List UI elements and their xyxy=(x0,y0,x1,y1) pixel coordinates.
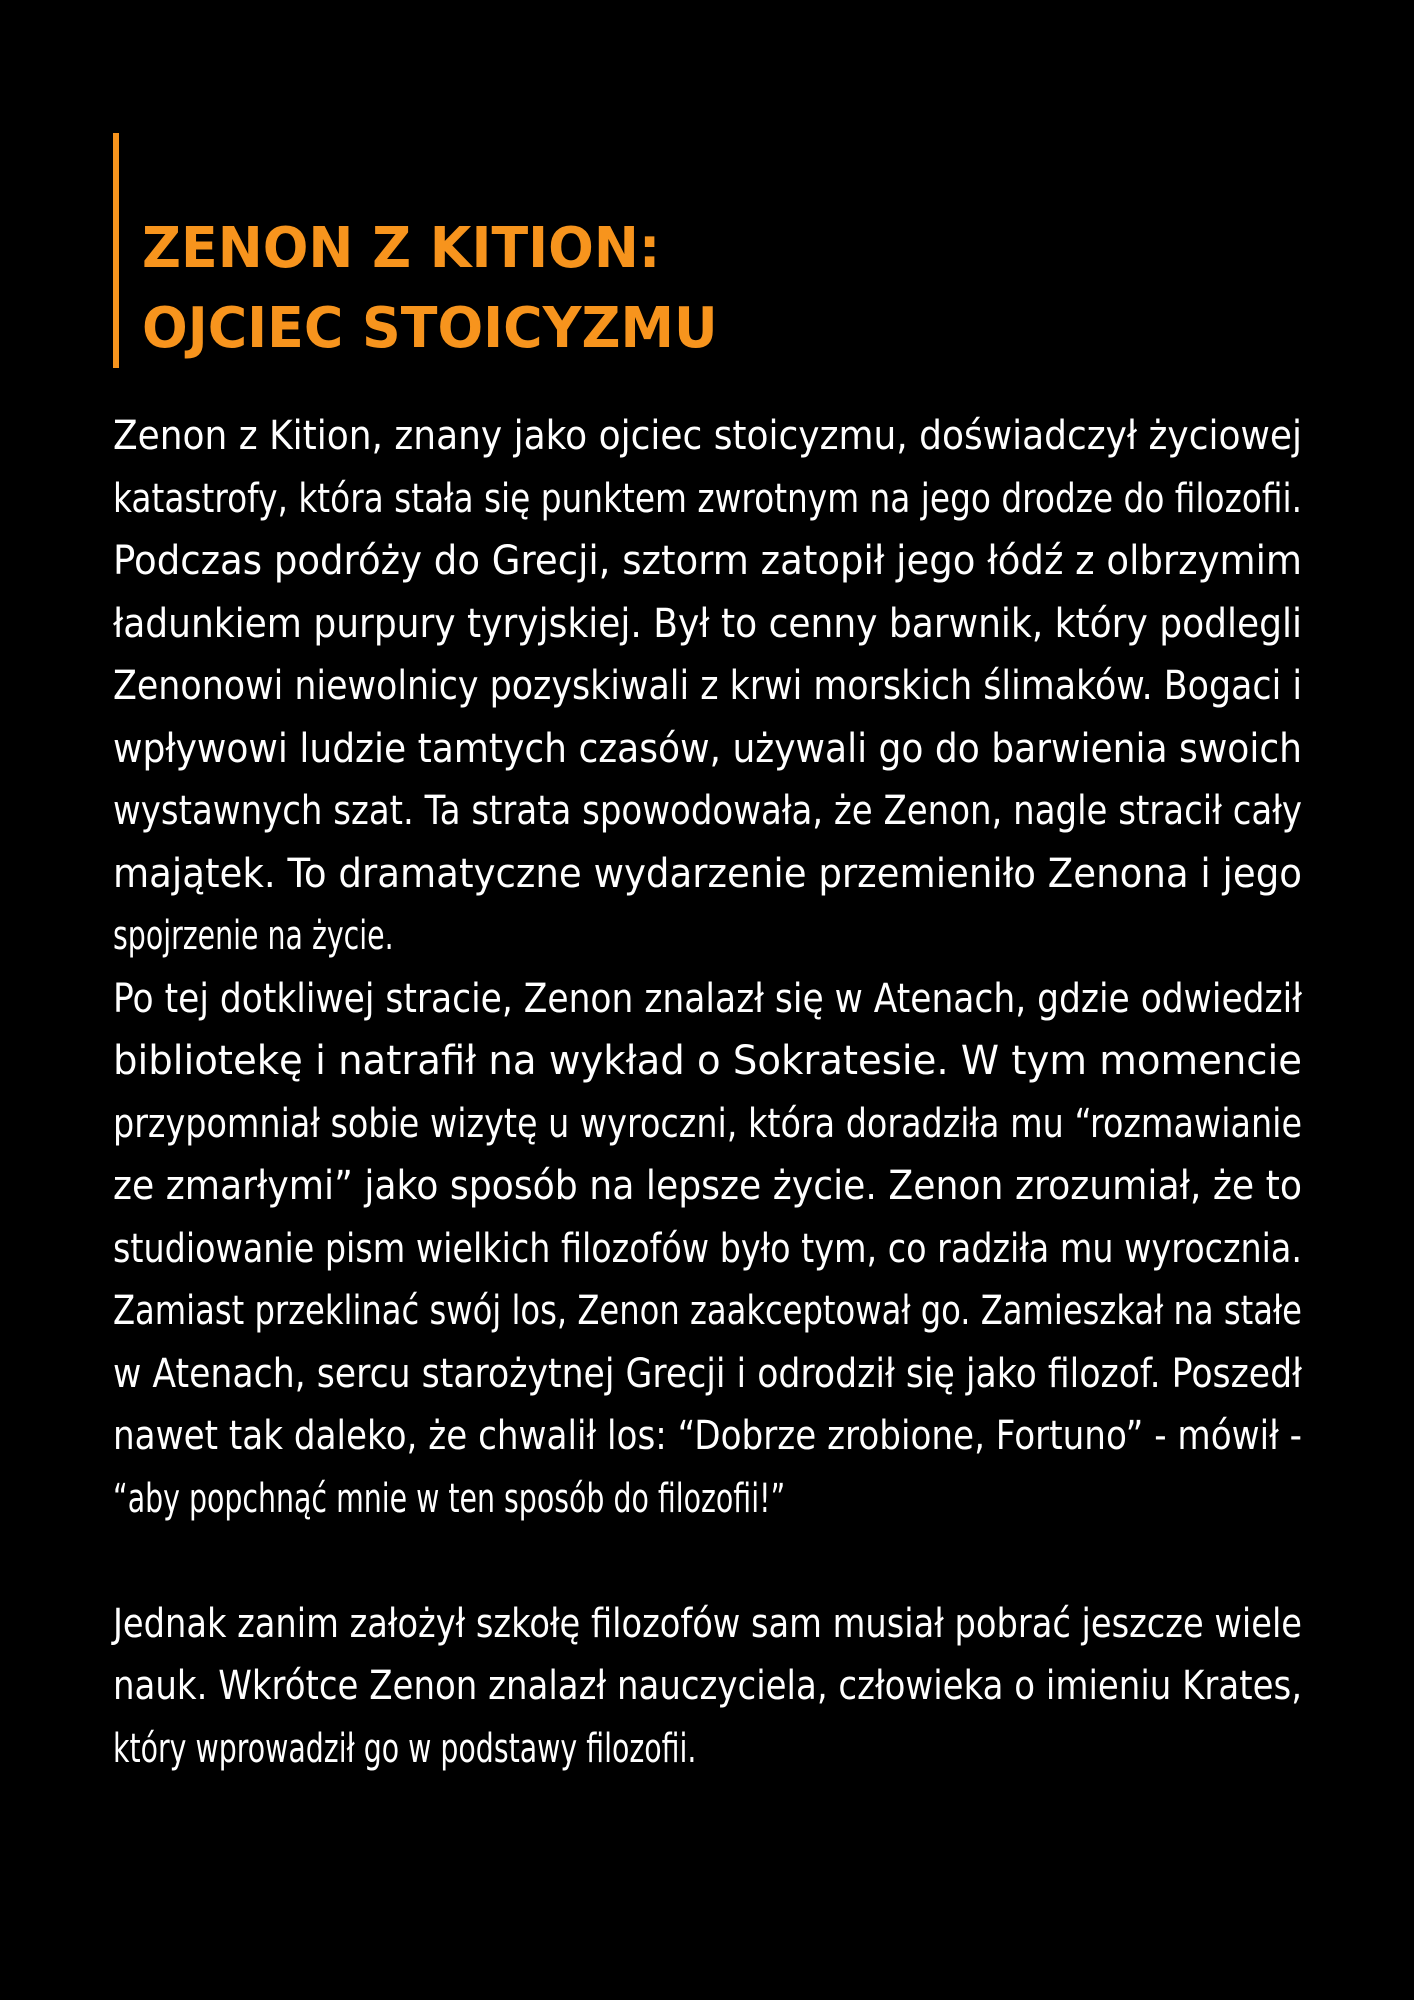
paragraph-3-line: nauk. Wkrótce Zenon znalazł nauczyciela, człowieka o imieniu Krates, xyxy=(113,1663,1302,1709)
paragraph-1-line: wystawnych szat. Ta strata spowodowała, że Zenon, nagle stracił cały xyxy=(113,788,1302,834)
paragraph-2-line: ze zmarłymi” jako sposób na lepsze życie. Zenon zrozumiał, że to xyxy=(113,1163,1302,1209)
page-title-line-2: OJCIEC STOICYZMU xyxy=(142,296,718,361)
paragraph-1-line: Zenon z Kition, znany jako ojciec stoicyzmu, doświadczył życiowej xyxy=(113,413,1302,459)
paragraph-2-line: studiowanie pism wielkich filozofów było tym, co radziła mu wyrocznia. xyxy=(113,1225,1302,1272)
paragraph-1-line: ładunkiem purpury tyryjskiej. Był to cenny barwnik, który podlegli xyxy=(113,600,1302,647)
paragraph-1-line: katastrofy, która stała się punktem zwrotnym na jego drodze do filozofii. xyxy=(113,475,1302,522)
paragraph-2-line: Zamiast przeklinać swój los, Zenon zaakceptował go. Zamieszkał na stałe xyxy=(113,1288,1302,1334)
body-text xyxy=(113,405,1302,1780)
paragraph-3-line: który wprowadził go w podstawy filozofii. xyxy=(113,1725,697,1772)
title-block xyxy=(113,133,742,368)
document-page xyxy=(113,0,1302,2000)
paragraph-1-line: majątek. To dramatyczne wydarzenie przemieniło Zenona i jego xyxy=(113,850,1302,897)
paragraph-1-line: Zenonowi niewolnicy pozyskiwali z krwi morskich ślimaków. Bogaci i xyxy=(113,663,1302,709)
paragraph-2-line: nawet tak daleko, że chwalił los: “Dobrze zrobione, Fortuno” - mówił - xyxy=(113,1413,1302,1459)
paragraph-3-line: Jednak zanim założył szkołę filozofów sam musiał pobrać jeszcze wiele xyxy=(113,1600,1302,1647)
paragraph-1-line: wpływowi ludzie tamtych czasów, używali go do barwienia swoich xyxy=(113,725,1302,772)
paragraph-2-line: przypomniał sobie wizytę u wyroczni, która doradziła mu “rozmawianie xyxy=(113,1100,1302,1147)
paragraph-1-line: Podczas podróży do Grecji, sztorm zatopił jego łódź z olbrzymim xyxy=(113,538,1302,584)
paragraph-gap xyxy=(113,1530,1302,1593)
paragraph-2-line: “aby popchnąć mnie w ten sposób do filozofii!” xyxy=(113,1475,786,1522)
paragraph-2-line: bibliotekę i natrafił na wykład o Sokratesie. W tym momencie xyxy=(113,1038,1302,1084)
paragraph-2-line: Po tej dotkliwej stracie, Zenon znalazł się w Atenach, gdzie odwiedził xyxy=(113,975,1302,1022)
page-title-line-1: ZENON Z KITION: xyxy=(142,216,661,281)
paragraph-2-line: w Atenach, sercu starożytnej Grecji i odrodził się jako filozof. Poszedł xyxy=(113,1350,1302,1397)
paragraph-1-line: spojrzenie na życie. xyxy=(113,913,394,959)
